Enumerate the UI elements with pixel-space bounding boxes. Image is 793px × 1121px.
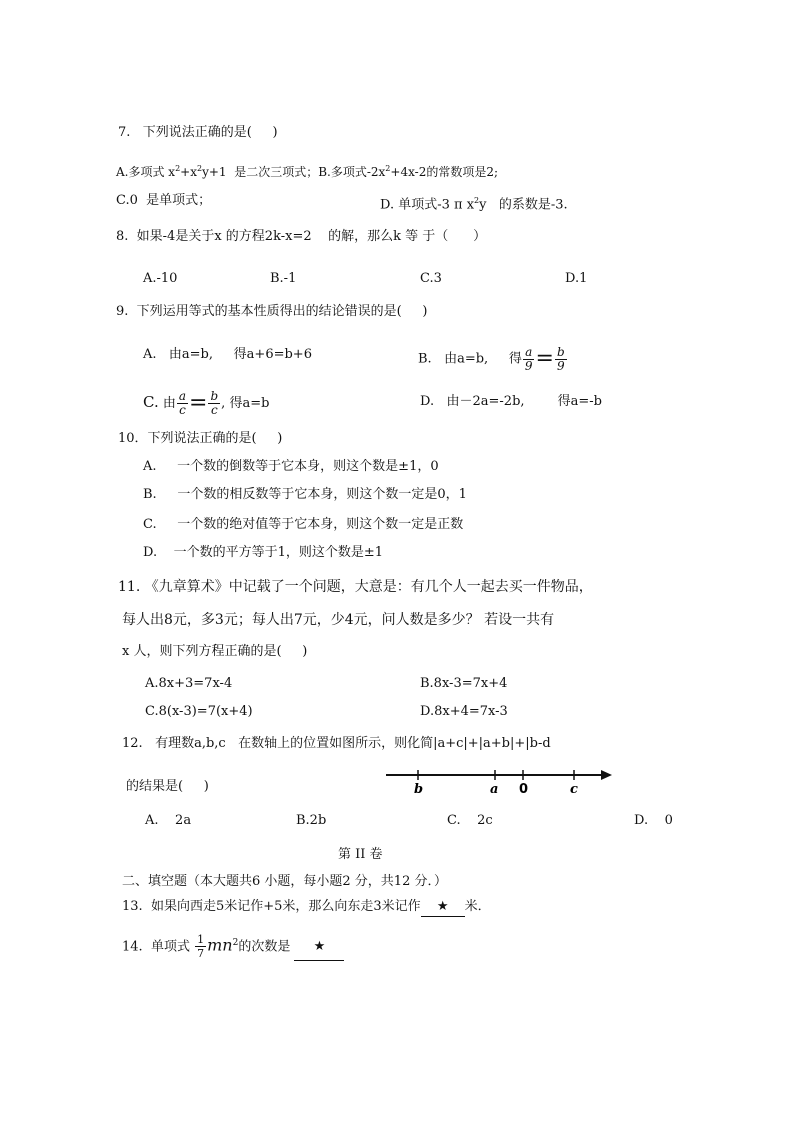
q7-stem: 7. 下列说法正确的是( ) <box>118 125 278 140</box>
q9-option-a: A. 由a=b, 得a+6=b+6 <box>143 347 312 362</box>
q12-stem: 12. 有理数a,b,c 在数轴上的位置如图所示，则化简|a+c|+|a+b|+|b-d <box>122 736 551 751</box>
q10-stem: 10．下列说法正确的是( ) <box>118 431 283 446</box>
q12-option-c: C. 2c <box>447 813 493 828</box>
fraction-one-seventh: $\frac{1}{7}$ <box>197 933 205 961</box>
q8-option-c: C.3 <box>420 271 442 286</box>
q10-option-b: B. 一个数的相反数等于它本身，则这个数一定是0，1 <box>143 487 467 502</box>
q12-option-d: D. 0 <box>634 813 673 828</box>
q12-stem-continued: 的结果是( ) <box>126 779 209 794</box>
q10-option-c: C. 一个数的绝对值等于它本身，则这个数一定是正数 <box>143 517 464 532</box>
q11-option-d: D.8x+4=7x-3 <box>420 704 508 719</box>
q11-option-c: C.8(x-3)=7(x+4) <box>145 704 253 719</box>
q7-option-c: C.0 是单项式； <box>116 193 212 208</box>
q11-line-1: 11. 《九章算术》中记载了一个问题，大意是：有几个人一起去买一件物品， <box>118 579 593 595</box>
q10-option-d: D. 一个数的平方等于1，则这个数是±1 <box>143 545 384 560</box>
q11-option-b: B.8x-3=7x+4 <box>420 676 508 691</box>
number-line-arrow <box>601 770 612 780</box>
fraction-a-over-c: $\frac{a}{c}$ <box>178 389 187 417</box>
q12-option-a: A. 2a <box>145 813 192 828</box>
section-heading: 二、填空题（本大题共6 小题，每小题2 分，共12 分．） <box>122 874 447 889</box>
q13-answer-blank: ★ <box>421 898 465 917</box>
part-two-title: 第 II 卷 <box>338 847 383 862</box>
q8-stem: 8. 如果-4是关于x 的方程2k-x=2 的解，那么k 等 于（ ） <box>116 229 487 244</box>
fraction-b-over-9: $\frac{b}{9}$ <box>556 344 565 373</box>
number-line-figure <box>380 760 620 800</box>
q7-options-ab: A.多项式 $x^2+x^2y+1$ 是二次三项式；B.多项式$-2x^2+4x-2$的常数项是2; <box>116 164 499 179</box>
q8-option-b: B.-1 <box>270 271 297 286</box>
monomial-mn: mn <box>207 935 233 955</box>
q11-option-a: A.8x+3=7x-4 <box>145 676 233 691</box>
q14-line: 14. 单项式 $\frac{1}{7}$ $mn^2$的次数是 ★ <box>122 930 344 956</box>
q7-option-d: D. 单项式-3 π $x^2y$ 的系数是-3. <box>380 196 568 213</box>
axis-label-a: a <box>490 782 499 797</box>
axis-label-b: b <box>414 782 424 797</box>
q9-option-b: B. 由a=b, 得 $\frac{a}{9}$ = $\frac{b}{9}$ <box>418 344 565 373</box>
q9-option-d: D. 由－2a=-2b, 得a=-b <box>420 394 602 409</box>
fraction-a-over-9: $\frac{a}{9}$ <box>524 344 533 373</box>
q10-option-a: A. 一个数的倒数等于它本身，则这个数是±1，0 <box>143 459 439 474</box>
q8-option-a: A.-10 <box>143 271 178 286</box>
q11-line-2: 每人出8元，多3元；每人出7元，少4元，问人数是多少？ 若设一共有 <box>122 612 555 628</box>
q9-stem: 9. 下列运用等式的基本性质得出的结论错误的是( ) <box>116 304 428 319</box>
q9-option-c: C. 由 $\frac{a}{c}$ = $\frac{b}{c}$ , 得a=b <box>143 389 270 417</box>
fraction-b-over-c: $\frac{b}{c}$ <box>210 389 219 417</box>
q14-answer-blank: ★ <box>294 934 344 961</box>
q11-line-3: x 人，则下列方程正确的是( ) <box>122 644 308 659</box>
q13-line: 13. 如果向西走5米记作+5米，那么向东走3米记作 ★ 米． <box>122 898 491 917</box>
q8-option-d: D.1 <box>565 271 588 286</box>
axis-label-zero: 0 <box>519 782 529 797</box>
q12-option-b: B.2b <box>296 813 327 828</box>
axis-label-c: c <box>570 782 578 797</box>
